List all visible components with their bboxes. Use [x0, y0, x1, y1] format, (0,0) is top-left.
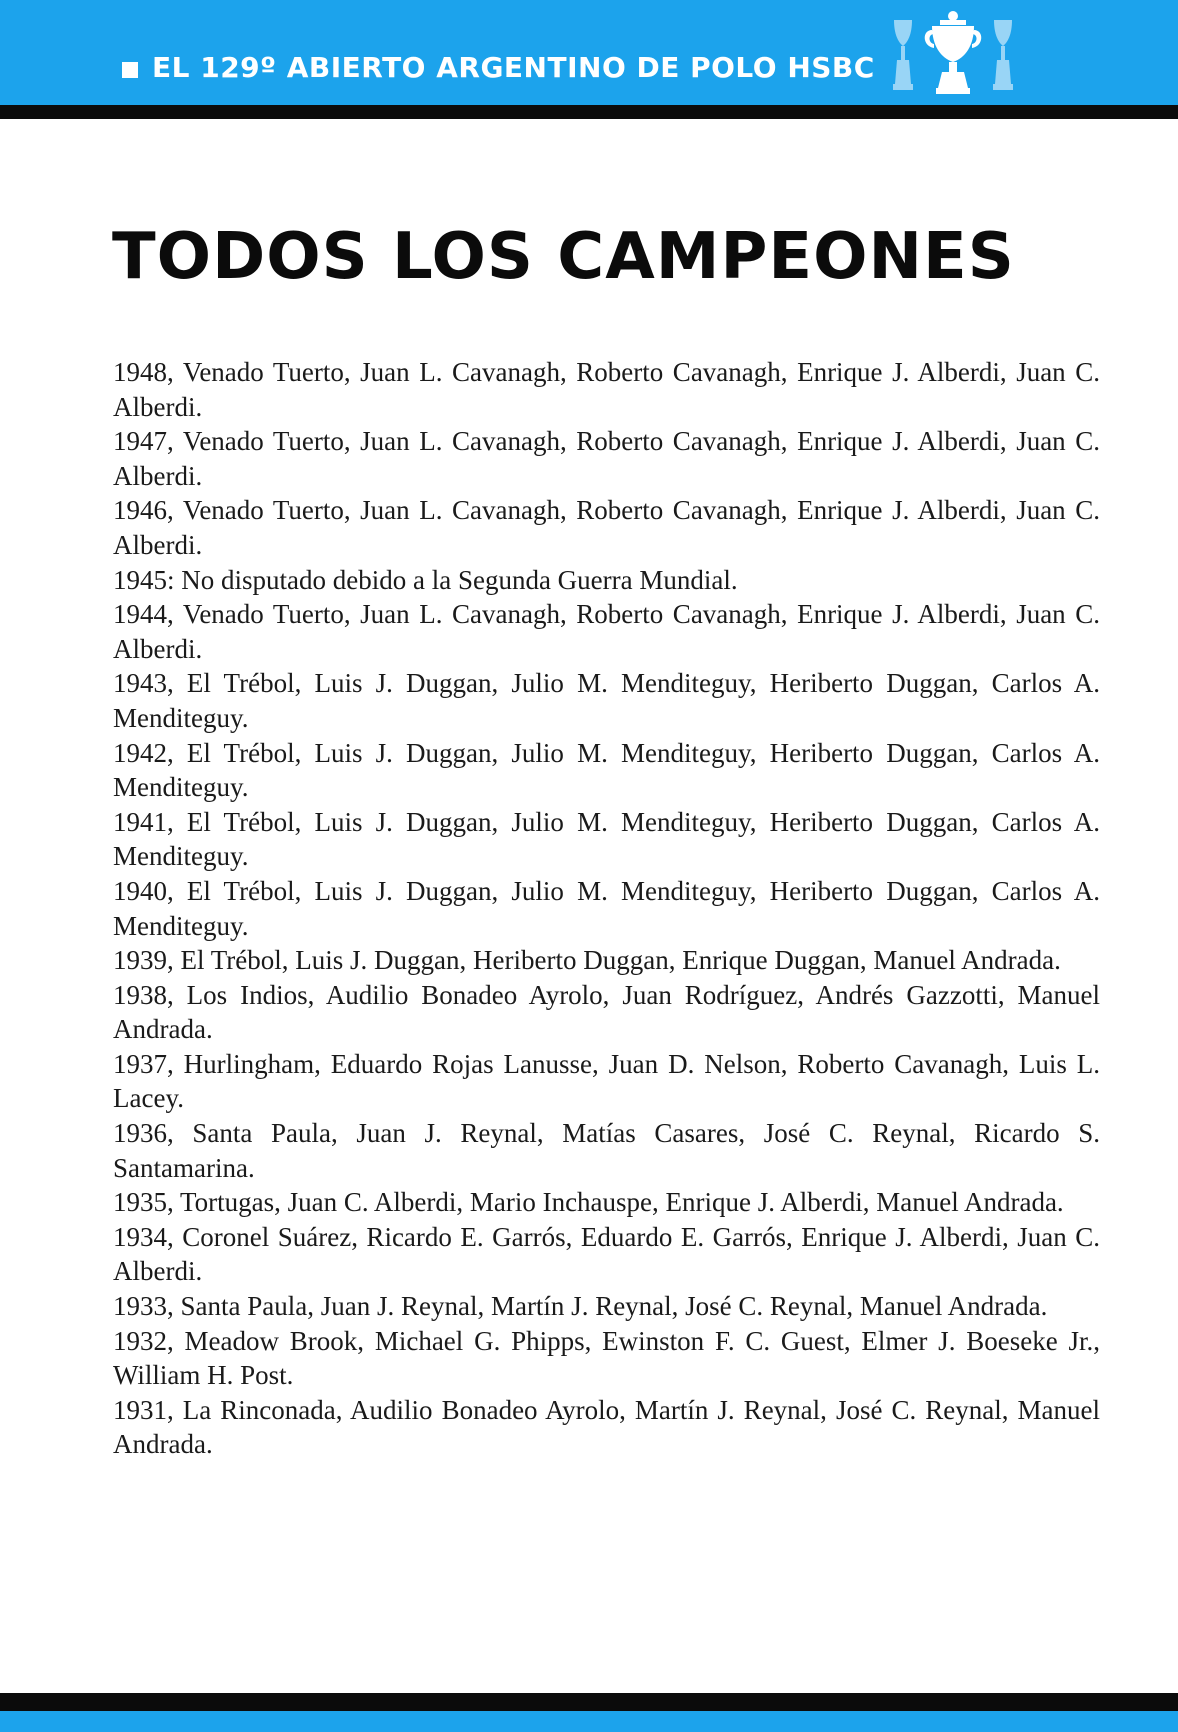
champion-entry: 1944, Venado Tuerto, Juan L. Cavanagh, Roberto Cavanagh, Enrique J. Alberdi, Juan C. Alberdi. [113, 599, 1100, 664]
champion-entry: 1948, Venado Tuerto, Juan L. Cavanagh, Roberto Cavanagh, Enrique J. Alberdi, Juan C. Alberdi. [113, 357, 1100, 422]
header-bullet [122, 62, 138, 78]
champion-entry: 1945: No disputado debido a la Segunda Guerra Mundial. [113, 564, 738, 595]
champion-entry: 1933, Santa Paula, Juan J. Reynal, Martín J. Reynal, José C. Reynal, Manuel Andrada. [113, 1291, 1048, 1322]
champion-entry: 1947, Venado Tuerto, Juan L. Cavanagh, Roberto Cavanagh, Enrique J. Alberdi, Juan C. Alberdi. [113, 426, 1100, 491]
champion-entry: 1942, El Trébol, Luis J. Duggan, Julio M. Menditeguy, Heriberto Duggan, Carlos A. Menditeguy. [113, 737, 1100, 803]
champion-entry: 1935, Tortugas, Juan C. Alberdi, Mario Inchauspe, Enrique J. Alberdi, Manuel Andrada. [113, 1187, 1064, 1218]
champion-entry: 1938, Los Indios, Audilio Bonadeo Ayrolo, Juan Rodríguez, Andrés Gazzotti, Manuel Andrada. [113, 979, 1100, 1045]
champions-list [113, 355, 1100, 1462]
footer-band [0, 1711, 1178, 1732]
footer-rule [0, 1693, 1178, 1711]
champion-entry: 1937, Hurlingham, Eduardo Rojas Lanusse, Juan D. Nelson, Roberto Cavanagh, Luis L. Lacey. [113, 1048, 1100, 1114]
champion-entry: 1943, El Trébol, Luis J. Duggan, Julio M. Menditeguy, Heriberto Duggan, Carlos A. Menditeguy. [113, 668, 1100, 733]
header-rule [0, 105, 1178, 119]
champion-entry: 1941, El Trébol, Luis J. Duggan, Julio M. Menditeguy, Heriberto Duggan, Carlos A. Menditeguy. [113, 806, 1100, 872]
champion-entry: 1934, Coronel Suárez, Ricardo E. Garrós, Eduardo E. Garrós, Enrique J. Alberdi, Juan C. Alberdi. [113, 1221, 1100, 1287]
trophies-icon [888, 10, 1018, 96]
champion-entry: 1936, Santa Paula, Juan J. Reynal, Matías Casares, José C. Reynal, Ricardo S. Santamarina. [113, 1118, 1100, 1183]
champion-entry: 1932, Meadow Brook, Michael G. Phipps, Ewinston F. C. Guest, Elmer J. Boeseke Jr., William H. Post. [113, 1325, 1100, 1391]
champion-entry: 1939, El Trébol, Luis J. Duggan, Heriberto Duggan, Enrique Duggan, Manuel Andrada. [113, 945, 1061, 976]
champion-entry: 1946, Venado Tuerto, Juan L. Cavanagh, Roberto Cavanagh, Enrique J. Alberdi, Juan C. Alberdi. [113, 495, 1100, 560]
page-title: TODOS LOS CAMPEONES [112, 220, 1015, 294]
champion-entry: 1940, El Trébol, Luis J. Duggan, Julio M. Menditeguy, Heriberto Duggan, Carlos A. Menditeguy. [113, 875, 1100, 941]
champion-entry: 1931, La Rinconada, Audilio Bonadeo Ayrolo, Martín J. Reynal, José C. Reynal, Manuel Andrada. [113, 1394, 1100, 1460]
header-title: EL 129º ABIERTO ARGENTINO DE POLO HSBC [152, 51, 875, 84]
